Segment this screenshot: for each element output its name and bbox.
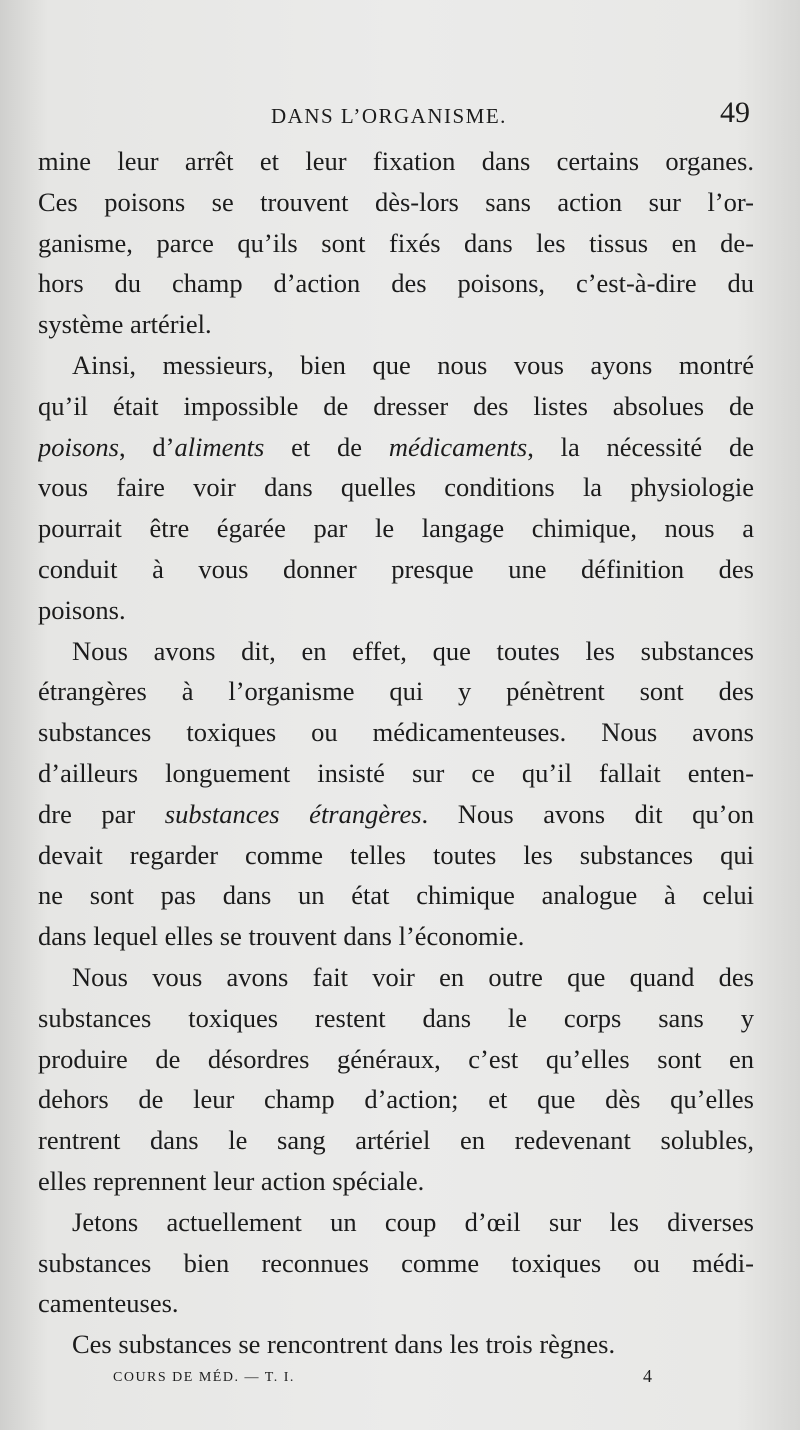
signature-mark: COURS DE MÉD. — T. I.	[113, 1370, 295, 1385]
text-line: système artériel.	[38, 309, 212, 340]
text-line: Ces poisons se trouvent dès-lors sans action sur l’or-	[38, 186, 754, 217]
italic-term: médicaments	[388, 431, 528, 462]
text-line: rentrent dans le sang artériel en redevenant solubles,	[38, 1125, 754, 1156]
text-line: mine leur arrêt et leur fixation dans certains organes.	[38, 146, 754, 176]
text-line: dans lequel elles se trouvent dans l’économie.	[38, 921, 525, 952]
text-line: conduit à vous donner presque une définition des	[38, 553, 754, 584]
italic-term: poisons	[38, 431, 119, 462]
text-line: hors du champ d’action des poisons, c’est-à-dire du	[38, 268, 754, 299]
text-line: substances toxiques restent dans le corps sans y	[38, 1002, 754, 1033]
text-line: substances toxiques ou médicamenteuses. Nous avons	[38, 717, 754, 748]
text-line: poisons.	[38, 594, 126, 625]
italic-term: aliments	[174, 431, 265, 462]
text-line: elles reprennent leur action spéciale.	[38, 1165, 425, 1196]
text-line: vous faire voir dans quelles conditions la physiologie	[38, 472, 754, 503]
page-header	[38, 96, 754, 136]
page-footer	[38, 1364, 754, 1394]
text-line: d’ailleurs longuement insisté sur ce qu’il fallait enten-	[38, 757, 754, 788]
text-line: Nous vous avons fait voir en outre que quand des	[72, 961, 754, 992]
text-line: qu’il était impossible de dresser des listes absolues de	[38, 390, 754, 421]
running-title: DANS L’ORGANISME.	[271, 104, 507, 128]
italic-term: substances étrangères	[164, 798, 422, 829]
text-line	[38, 427, 754, 468]
text-line: Ainsi, messieurs, bien que nous vous ayons montré	[72, 349, 754, 380]
text-run: dre par	[38, 798, 165, 829]
text-line: Ces substances se rencontrent dans les trois règnes.	[72, 1329, 616, 1360]
body-text	[38, 141, 754, 1365]
page-number: 49	[720, 96, 750, 129]
signature-number: 4	[643, 1366, 652, 1386]
text-line: ganisme, parce qu’ils sont fixés dans les tissus en de-	[38, 227, 754, 258]
text-run: . Nous avons dit qu’on	[421, 798, 754, 829]
text-line: Jetons actuellement un coup d’œil sur les diverses	[72, 1206, 754, 1237]
text-line: dehors de leur champ d’action; et que dès qu’elles	[38, 1084, 754, 1115]
text-run: , d’	[119, 431, 175, 462]
text-line: camenteuses.	[38, 1288, 179, 1319]
text-line: Nous avons dit, en effet, que toutes les substances	[72, 635, 754, 666]
text-line	[38, 794, 754, 835]
text-line: étrangères à l’organisme qui y pénètrent sont des	[38, 676, 754, 707]
text-line: produire de désordres généraux, c’est qu’elles sont en	[38, 1043, 754, 1074]
text-run: et de	[264, 431, 389, 462]
text-line: substances bien reconnues comme toxiques ou médi-	[38, 1247, 754, 1278]
text-line: pourrait être égarée par le langage chimique, nous a	[38, 513, 754, 544]
text-run: , la nécessité de	[527, 431, 754, 462]
text-line: devait regarder comme telles toutes les substances qui	[38, 839, 754, 870]
text-line: ne sont pas dans un état chimique analogue à celui	[38, 880, 754, 911]
